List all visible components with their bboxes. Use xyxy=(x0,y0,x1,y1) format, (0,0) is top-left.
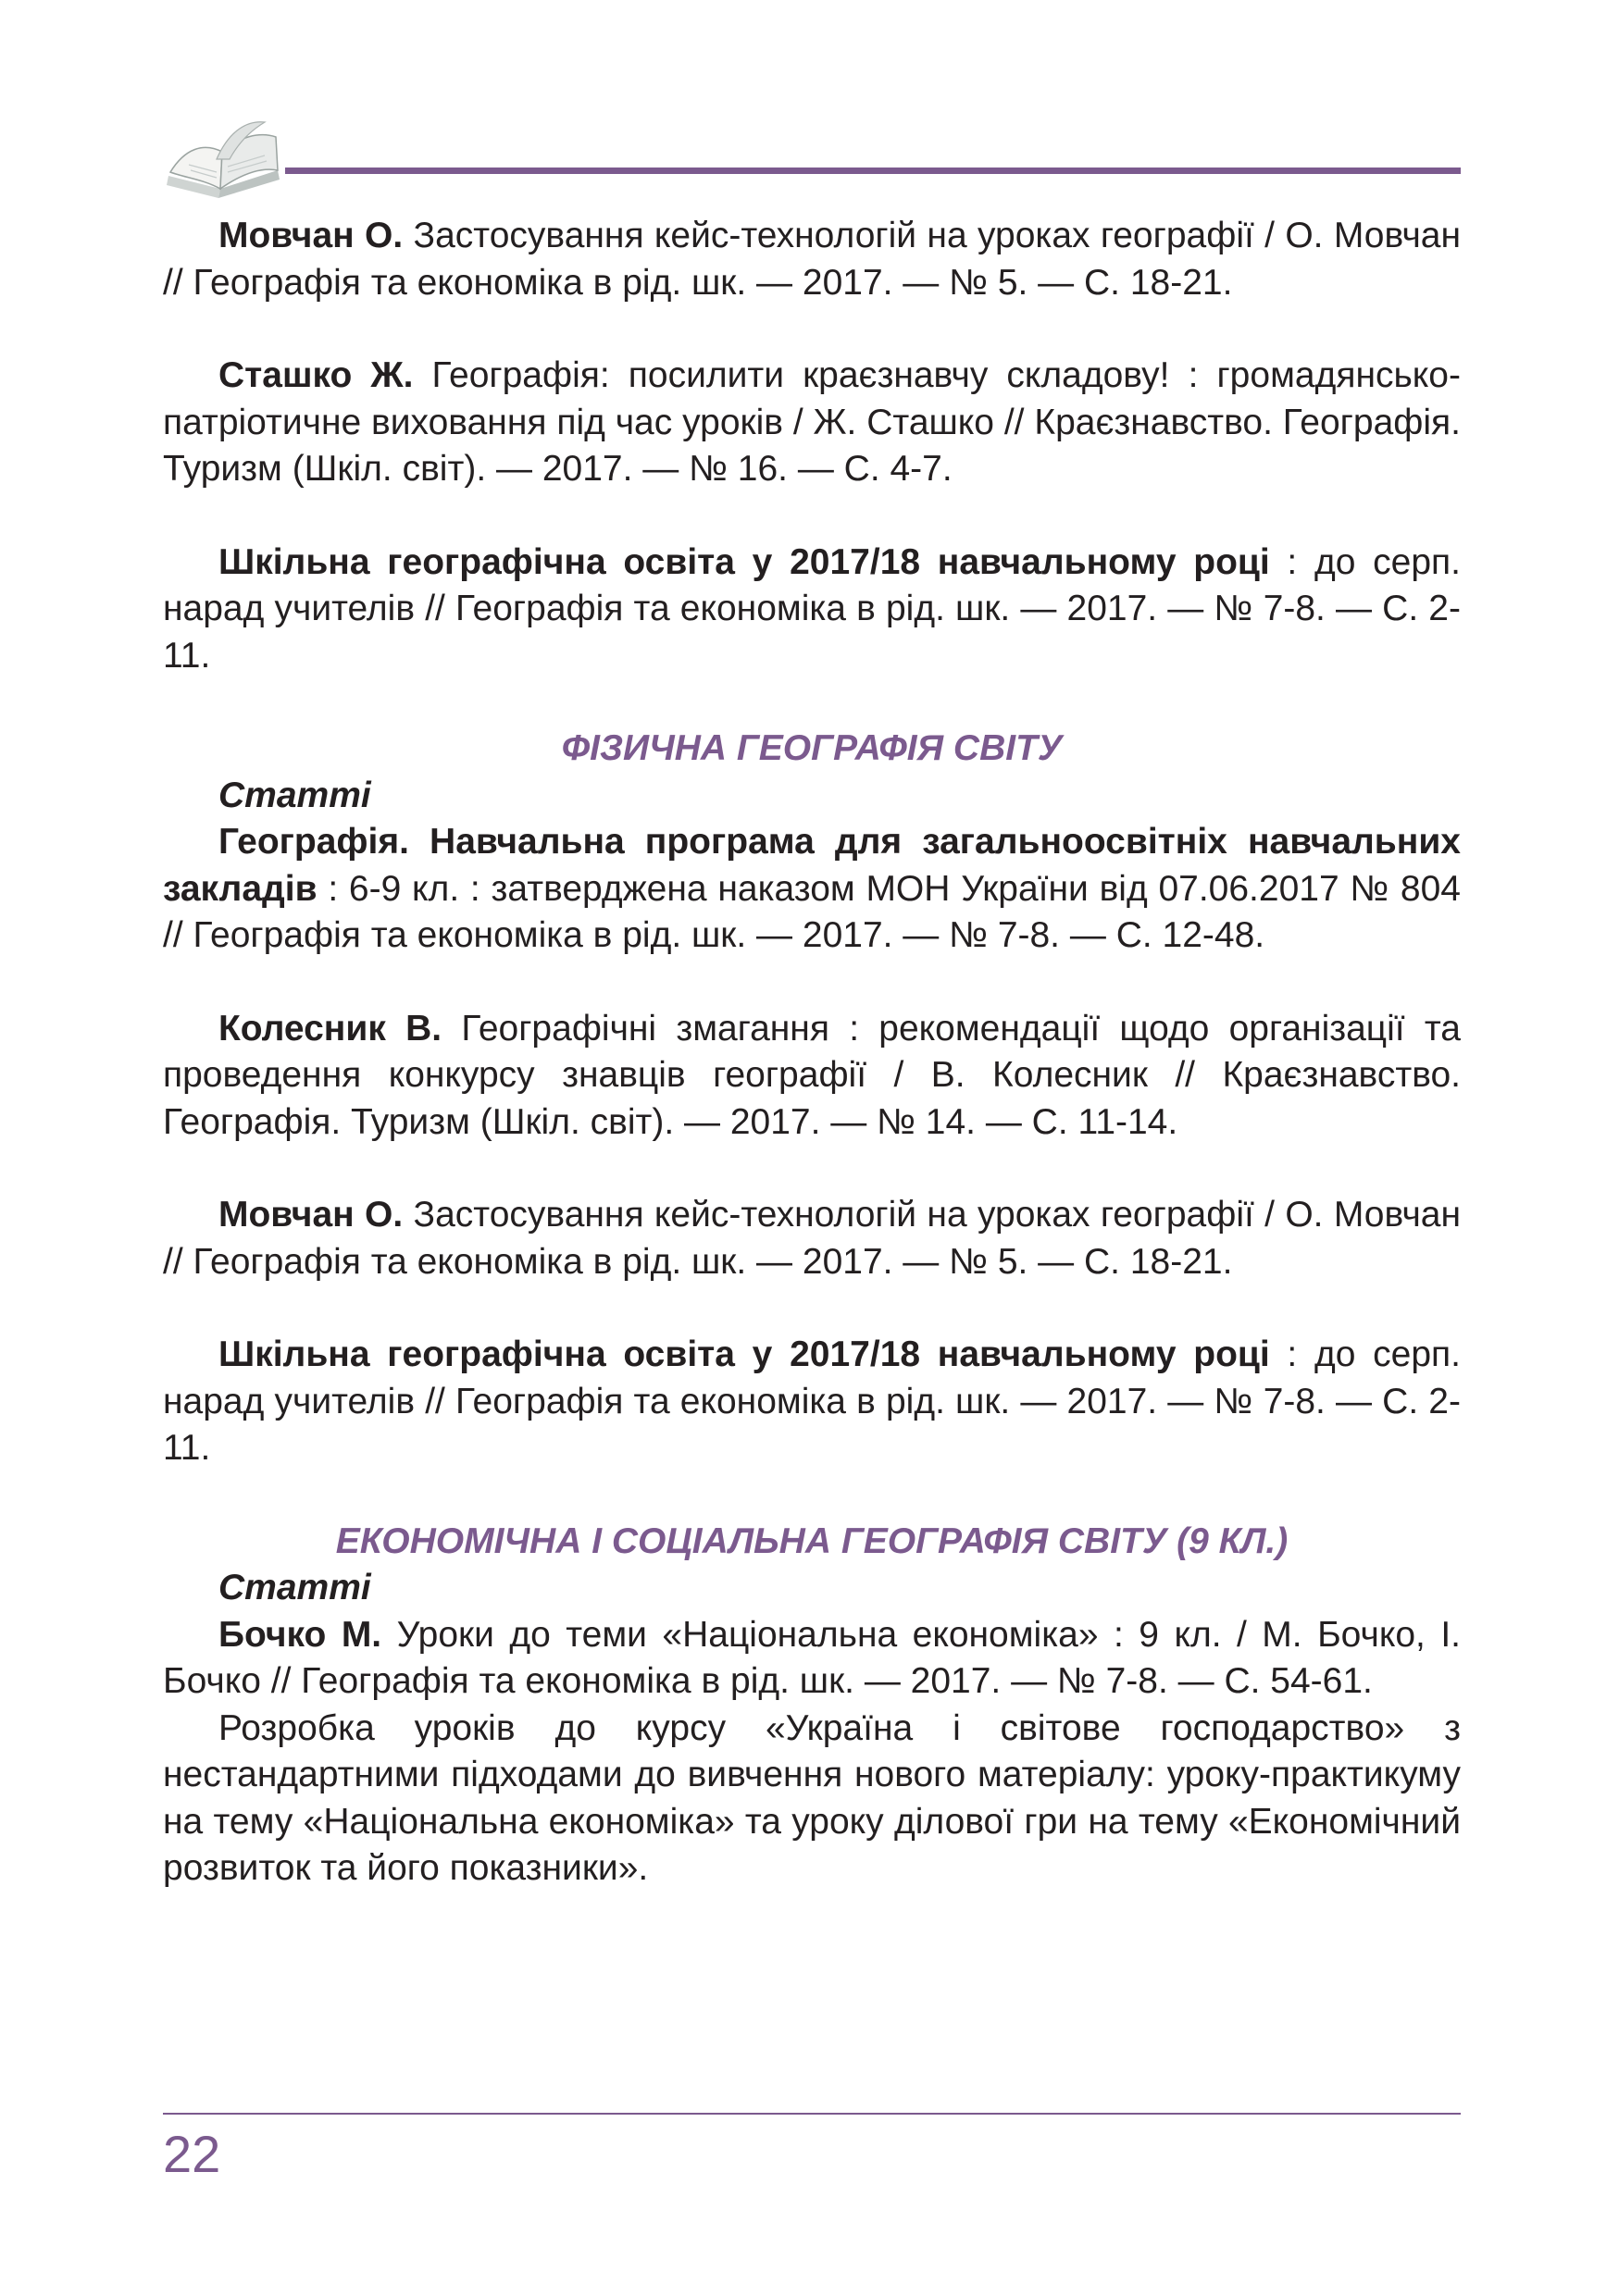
section-subheading: Статті xyxy=(218,775,371,815)
entry-text: Застосування кейс-технологій на уроках географії / О. Мовчан // Географія та економіка в рід. шк. — 2017. — № 5. — С. 18-21. xyxy=(163,216,1461,303)
bibliography-entry xyxy=(163,1006,1461,1147)
bibliography-entry xyxy=(163,1612,1461,1706)
bibliography-entry xyxy=(163,819,1461,960)
entry-text: : до серп. нарад учителів // Географія та економіка в рід. шк. — 2017. — № 7-8. — С. 2-11. xyxy=(163,541,1462,676)
entry-author: Шкільна географічна освіта у 2017/18 навчальному році xyxy=(218,1334,1270,1374)
entry-author: Бочко М. xyxy=(218,1614,382,1655)
page-number: 22 xyxy=(163,2125,221,2183)
entry-text: Географічні змагання : рекомендації щодо організації та проведення конкурсу знавців географії / В. Колесник // Краєзнавство. Географія. Туризм (Шкіл. світ). — 2017. — № 14. — С. 11-14. xyxy=(163,1008,1461,1142)
entry-author: Мовчан О. xyxy=(218,1195,404,1235)
footer-rule xyxy=(163,2113,1461,2115)
entry-author: Колесник В. xyxy=(218,1008,442,1049)
entry-text: Уроки до теми «Національна економіка» : 9 кл. / М. Бочко, І. Бочко // Географія та економіка в рід. шк. — 2017. — № 7-8. — С. 54-61. xyxy=(163,1614,1461,1701)
bibliography-entry xyxy=(163,1332,1461,1472)
entry-author: Мовчан О. xyxy=(218,216,404,255)
bibliography-entry xyxy=(163,1192,1461,1285)
page-content xyxy=(163,213,1461,1893)
open-book-icon xyxy=(163,111,283,204)
entry-annotation: Розробка уроків до курсу «Україна і світове господарство» з нестандартними підходами до вивчення нового матеріалу: уроку-практикуму на тему «Національна економіка» та уроку ділової гри на тему «Економічний розвиток та його показники». xyxy=(163,1707,1461,1888)
bibliography-entry xyxy=(163,213,1461,306)
entry-author: Сташко Ж. xyxy=(218,355,414,395)
section-subheading: Статті xyxy=(218,1568,371,1607)
entry-text: Географія: посилити краєзнавчу складову! : громадянсько-патріотичне виховання під час уроків / Ж. Сташко // Краєзнавство. Географія. Туризм (Шкіл. світ). — 2017. — № 16. — С. 4-7. xyxy=(163,355,1461,489)
header-rule xyxy=(285,168,1461,174)
entry-author: Шкільна географічна освіта у 2017/18 навчальному році xyxy=(218,541,1270,582)
entry-text: : до серп. нарад учителів // Географія та економіка в рід. шк. — 2017. — № 7-8. — С. 2-11. xyxy=(163,1334,1462,1468)
entry-author: Географія. Навчальна програма для загальноосвітніх навчальних закладів xyxy=(163,822,1461,909)
bibliography-entry xyxy=(163,353,1461,493)
section-title-physical-geography: ФІЗИЧНА ГЕОГРАФІЯ СВІТУ xyxy=(561,728,1063,768)
bibliography-entry xyxy=(163,540,1461,680)
entry-text: : 6-9 кл. : затверджена наказом МОН України від 07.06.2017 № 804 // Географія та економіка в рід. шк. — 2017. — № 7-8. — С. 12-48. xyxy=(163,868,1461,955)
entry-text: Застосування кейс-технологій на уроках географії / О. Мовчан // Географія та економіка в рід. шк. — 2017. — № 5. — С. 18-21. xyxy=(163,1195,1461,1282)
section-title-economic-geography: ЕКОНОМІЧНА І СОЦІАЛЬНА ГЕОГРАФІЯ СВІТУ (9 КЛ.) xyxy=(335,1520,1289,1561)
